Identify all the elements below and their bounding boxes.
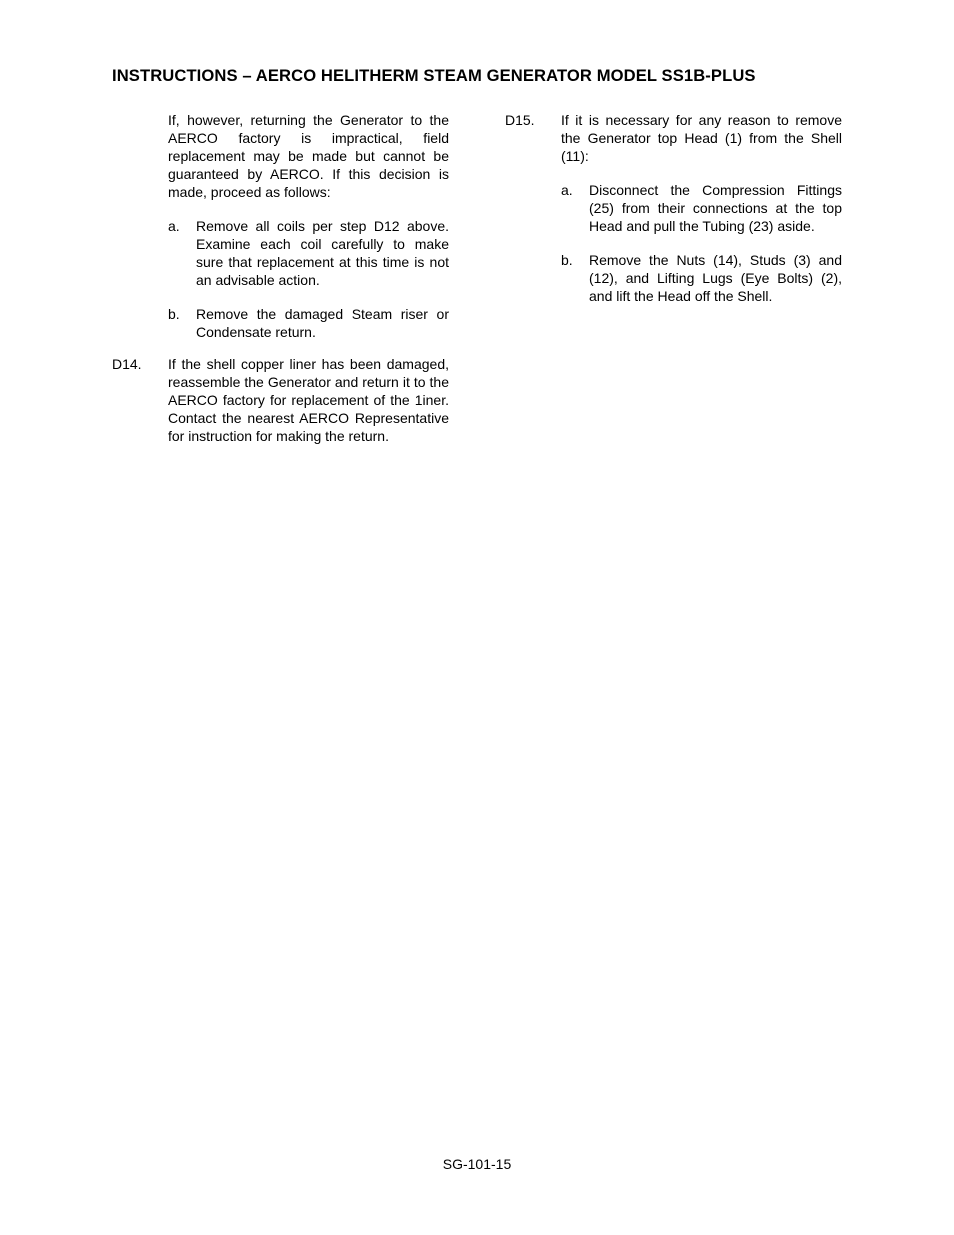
intro-paragraph: If, however, returning the Generator to the AERCO factory is impractical, field replacement may be made but cannot be guaranteed by AERCO. If this decision is made, proceed as follows: (168, 112, 449, 200)
list-item (112, 305, 449, 341)
left-column (112, 111, 449, 445)
list-item-text: Remove the Nuts (14), Studs (3) and (12), and Lifting Lugs (Eye Bolts) (2), and lift the Head off the Shell. (589, 252, 842, 304)
step-number: D15. (505, 112, 535, 128)
step-number: D14. (112, 356, 142, 372)
list-item-letter: a. (561, 182, 573, 198)
list-item-text: Disconnect the Compression Fittings (25) from their connections at the top Head and pull the Tubing (23) aside. (589, 182, 842, 234)
step-text: If the shell copper liner has been damaged, reassemble the Generator and return it to the AERCO factory for replacement of the 1iner. Contact the nearest AERCO Representative for instruction for making the return. (168, 356, 449, 444)
step-d15 (505, 111, 842, 165)
list-item-letter: b. (561, 252, 573, 268)
page-title: INSTRUCTIONS – AERCO HELITHERM STEAM GENERATOR MODEL SS1B-PLUS (112, 66, 756, 85)
right-column (505, 111, 842, 305)
list-item (112, 217, 449, 289)
list-item-letter: b. (168, 306, 180, 322)
list-item-text: Remove all coils per step D12 above. Examine each coil carefully to make sure that replacement at this time is not an advisable action. (196, 218, 449, 288)
step-d14 (112, 355, 449, 445)
list-item-letter: a. (168, 218, 180, 234)
step-text: If it is necessary for any reason to remove the Generator top Head (1) from the Shell (11): (561, 112, 842, 164)
page-number: SG-101-15 (442, 1156, 512, 1172)
list-item (505, 251, 842, 305)
list-item-text: Remove the damaged Steam riser or Condensate return. (196, 306, 449, 340)
list-item (505, 181, 842, 235)
